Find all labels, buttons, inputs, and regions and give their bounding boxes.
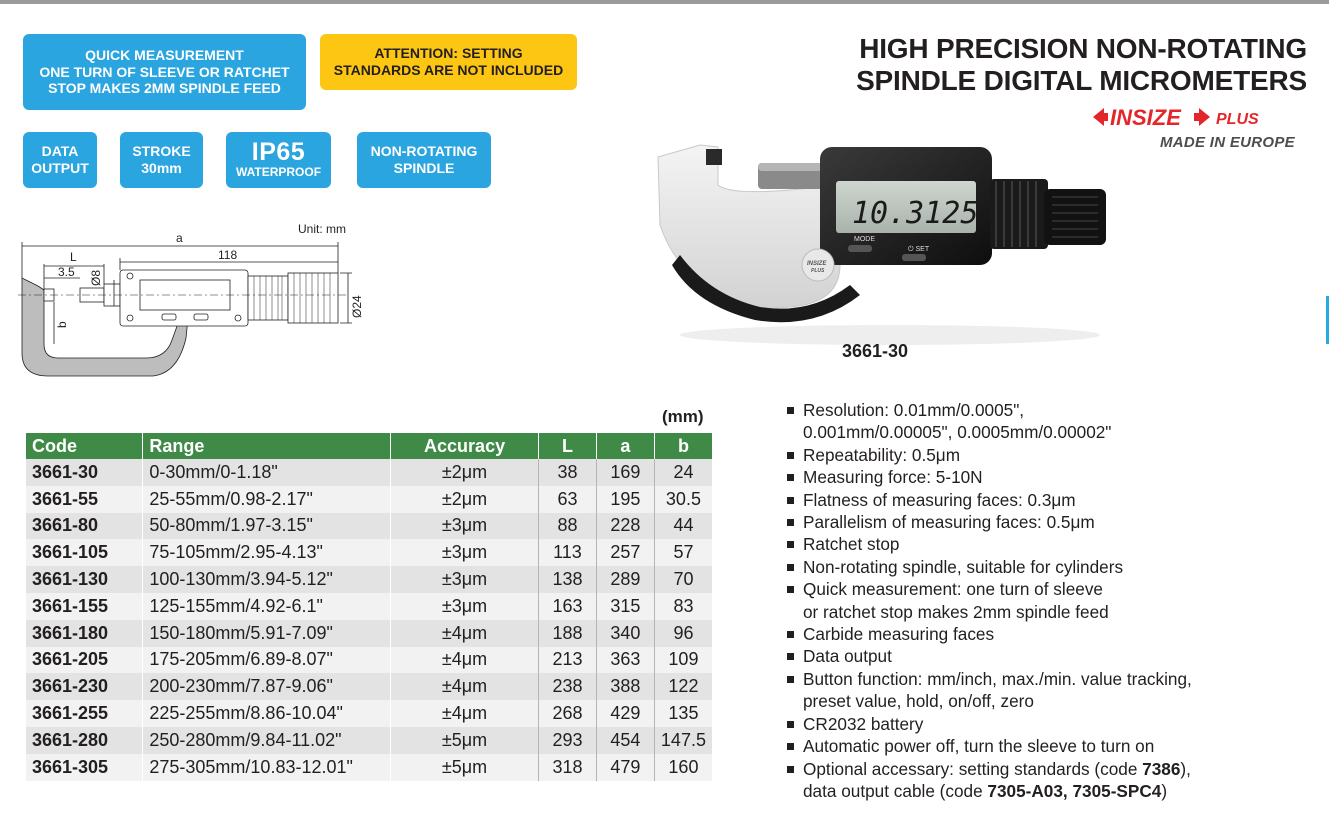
feature-battery: CR2032 battery — [787, 713, 1317, 735]
logo-plus-text: PLUS — [1216, 111, 1259, 128]
cell-a: 340 — [596, 620, 654, 647]
ip65-badge — [226, 132, 331, 188]
cell-accuracy: ±3μm — [391, 593, 539, 620]
badge-line: NON-ROTATING — [370, 143, 478, 160]
quick-measurement-badge — [23, 34, 306, 110]
product-photo — [640, 135, 1120, 350]
photo-mode-button — [848, 245, 872, 252]
cell-a: 429 — [596, 700, 654, 727]
cell-a: 454 — [596, 727, 654, 754]
cell-a: 479 — [596, 754, 654, 781]
cell-code: 3661-305 — [26, 754, 143, 781]
feature-text: data output cable (code — [803, 780, 988, 801]
table-row — [26, 754, 712, 781]
cell-code: 3661-80 — [26, 513, 143, 540]
header-a: a — [596, 433, 654, 459]
cell-accuracy: ±5μm — [391, 727, 539, 754]
cell-range: 175-205mm/6.89-8.07" — [143, 647, 391, 674]
cell-range: 275-305mm/10.83-12.01" — [143, 754, 391, 781]
cell-range: 150-180mm/5.91-7.09" — [143, 620, 391, 647]
feature-text: or ratchet stop makes 2mm spindle feed — [803, 601, 1109, 622]
cell-L: 63 — [539, 486, 597, 513]
cell-a: 257 — [596, 539, 654, 566]
feature-text: preset value, hold, on/off, zero — [803, 691, 1034, 712]
cell-L: 318 — [539, 754, 597, 781]
table-row — [26, 727, 712, 754]
cell-b: 44 — [654, 513, 712, 540]
cell-accuracy: ±4μm — [391, 620, 539, 647]
made-in-label: MADE IN EUROPE — [1159, 134, 1295, 151]
cell-b: 96 — [654, 620, 712, 647]
cell-a: 289 — [596, 566, 654, 593]
cell-accuracy: ±3μm — [391, 513, 539, 540]
badge-line: SPINDLE — [393, 160, 455, 176]
badge-line: 30mm — [141, 160, 182, 176]
cell-b: 57 — [654, 539, 712, 566]
dimension-a-label: a — [176, 231, 183, 245]
table-row — [26, 700, 712, 727]
page-title — [856, 33, 1307, 98]
feature-data-output: Data output — [787, 645, 1317, 667]
photo-anvil — [706, 149, 722, 165]
cell-code: 3661-30 — [26, 459, 143, 486]
photo-stamp-suffix: PLUS — [811, 268, 825, 274]
cell-L: 268 — [539, 700, 597, 727]
header-L: L — [539, 433, 597, 459]
cell-L: 38 — [539, 459, 597, 486]
dimension-118-label: 118 — [218, 248, 238, 262]
photo-caption: 3661-30 — [842, 341, 909, 361]
header-accuracy: Accuracy — [391, 433, 539, 459]
accessory-code: 7305-A03, 7305-SPC4 — [987, 780, 1162, 801]
header-b: b — [654, 433, 712, 459]
table-row — [26, 673, 712, 700]
feature-resolution — [787, 399, 1317, 444]
badge-line: ONE TURN OF SLEEVE OR RATCHET — [39, 63, 290, 80]
cell-b: 109 — [654, 647, 712, 674]
cell-range: 250-280mm/9.84-11.02" — [143, 727, 391, 754]
cell-a: 315 — [596, 593, 654, 620]
logo-left-arrow-icon — [1093, 108, 1108, 126]
feature-text: ), — [1180, 758, 1191, 779]
cell-accuracy: ±4μm — [391, 647, 539, 674]
table-header-row — [26, 433, 712, 459]
cell-range: 200-230mm/7.87-9.06" — [143, 673, 391, 700]
cell-b: 135 — [654, 700, 712, 727]
dimension-3-5-label: 3.5 — [58, 265, 75, 279]
feature-flatness: Flatness of measuring faces: 0.3μm — [787, 489, 1317, 511]
badge-line: STROKE — [132, 143, 191, 160]
unit-label: Unit: mm — [298, 222, 346, 236]
cell-range: 125-155mm/4.92-6.1" — [143, 593, 391, 620]
feature-parallelism: Parallelism of measuring faces: 0.5μm — [787, 511, 1317, 533]
cell-L: 238 — [539, 673, 597, 700]
top-rule — [0, 0, 1329, 4]
feature-button-function — [787, 668, 1317, 713]
table-row — [26, 620, 712, 647]
data-output-badge — [23, 132, 97, 188]
spec-table — [26, 433, 712, 781]
photo-set-button — [902, 254, 926, 261]
badge-line: STOP MAKES 2MM SPINDLE FEED — [48, 80, 281, 97]
feature-non-rotating: Non-rotating spindle, suitable for cylinders — [787, 556, 1317, 578]
photo-set-label: ⏻ SET — [908, 246, 930, 253]
cell-code: 3661-180 — [26, 620, 143, 647]
feature-ratchet-stop: Ratchet stop — [787, 533, 1317, 555]
cell-range: 25-55mm/0.98-2.17" — [143, 486, 391, 513]
feature-list — [787, 399, 1317, 802]
micrometer-dimension-drawing — [18, 218, 368, 388]
cell-code: 3661-155 — [26, 593, 143, 620]
feature-text: 0.001mm/0.00005", 0.0005mm/0.00002" — [803, 422, 1112, 443]
feature-repeatability: Repeatability: 0.5μm — [787, 444, 1317, 466]
waterproof-label: WATERPROOF — [235, 165, 322, 180]
header-code: Code — [26, 433, 143, 459]
logo-wordmark: INSIZE — [1110, 105, 1181, 130]
badge-line: STANDARDS ARE NOT INCLUDED — [333, 62, 564, 78]
cell-b: 83 — [654, 593, 712, 620]
photo-stamp-brand: INSIZE — [807, 261, 827, 267]
title-line: HIGH PRECISION NON-ROTATING — [859, 33, 1307, 64]
cell-accuracy: ±2μm — [391, 459, 539, 486]
cell-a: 388 — [596, 673, 654, 700]
photo-spindle-highlight — [758, 163, 828, 171]
cell-b: 24 — [654, 459, 712, 486]
cell-accuracy: ±3μm — [391, 566, 539, 593]
feature-optional-accessory — [787, 758, 1317, 803]
cell-code: 3661-55 — [26, 486, 143, 513]
cell-a: 169 — [596, 459, 654, 486]
feature-text: Resolution: 0.01mm/0.0005", — [803, 400, 1025, 420]
cell-a: 195 — [596, 486, 654, 513]
table-row — [26, 513, 712, 540]
non-rotating-badge — [357, 132, 491, 188]
cell-range: 0-30mm/0-1.18" — [143, 459, 391, 486]
feature-text: Button function: mm/inch, max./min. value tracking, — [803, 668, 1192, 689]
table-unit-label: (mm) — [662, 407, 704, 426]
cell-range: 100-130mm/3.94-5.12" — [143, 566, 391, 593]
thimble-shape — [288, 273, 338, 323]
logo-right-arrow-icon — [1194, 108, 1210, 126]
feature-text: ) — [1161, 780, 1168, 801]
title-line: SPINDLE DIGITAL MICROMETERS — [856, 65, 1307, 97]
photo-mode-label: MODE — [854, 236, 875, 243]
table-row — [26, 593, 712, 620]
cell-b: 147.5 — [654, 727, 712, 754]
cell-code: 3661-255 — [26, 700, 143, 727]
table-row — [26, 459, 712, 486]
cell-code: 3661-280 — [26, 727, 143, 754]
cell-range: 50-80mm/1.97-3.15" — [143, 513, 391, 540]
cell-L: 138 — [539, 566, 597, 593]
cell-b: 70 — [654, 566, 712, 593]
badge-line: QUICK MEASUREMENT — [85, 47, 244, 64]
header-range: Range — [143, 433, 391, 459]
badge-line: OUTPUT — [31, 160, 89, 176]
table-row — [26, 539, 712, 566]
table-row — [26, 566, 712, 593]
ip65-label: IP65 — [251, 138, 306, 167]
feature-carbide: Carbide measuring faces — [787, 623, 1317, 645]
cell-accuracy: ±4μm — [391, 673, 539, 700]
attention-badge — [320, 34, 577, 90]
cell-code: 3661-230 — [26, 673, 143, 700]
cell-b: 30.5 — [654, 486, 712, 513]
stroke-badge — [120, 132, 203, 188]
feature-text: Quick measurement: one turn of sleeve — [803, 579, 1103, 600]
cell-a: 363 — [596, 647, 654, 674]
cell-L: 163 — [539, 593, 597, 620]
dimension-b-label: b — [55, 321, 69, 328]
cell-L: 213 — [539, 647, 597, 674]
feature-measuring-force: Measuring force: 5-10N — [787, 466, 1317, 488]
table-row — [26, 486, 712, 513]
table-row — [26, 647, 712, 674]
cell-b: 122 — [654, 673, 712, 700]
feature-quick-measurement — [787, 578, 1317, 623]
dimension-24-label: Ø24 — [350, 295, 364, 318]
dimension-L-label: L — [70, 250, 77, 264]
cell-accuracy: ±3μm — [391, 539, 539, 566]
feature-auto-power-off: Automatic power off, turn the sleeve to turn on — [787, 735, 1317, 757]
cell-b: 160 — [654, 754, 712, 781]
badge-line: ATTENTION: SETTING — [374, 45, 523, 62]
cell-accuracy: ±4μm — [391, 700, 539, 727]
cell-L: 113 — [539, 539, 597, 566]
accessory-code: 7386 — [1142, 758, 1181, 779]
cell-code: 3661-130 — [26, 566, 143, 593]
cell-range: 225-255mm/8.86-10.04" — [143, 700, 391, 727]
dimension-8-label: Ø8 — [89, 269, 103, 286]
cell-accuracy: ±5μm — [391, 754, 539, 781]
cell-range: 75-105mm/2.95-4.13" — [143, 539, 391, 566]
cell-L: 88 — [539, 513, 597, 540]
badge-line: DATA — [41, 143, 79, 160]
insize-plus-logo — [1090, 102, 1310, 132]
cell-code: 3661-105 — [26, 539, 143, 566]
photo-lcd-reading: 10.3125 — [852, 196, 979, 231]
cell-L: 188 — [539, 620, 597, 647]
cell-accuracy: ±2μm — [391, 486, 539, 513]
cell-a: 228 — [596, 513, 654, 540]
feature-text: Optional accessary: setting standards (code — [803, 758, 1143, 779]
cell-code: 3661-205 — [26, 647, 143, 674]
cell-L: 293 — [539, 727, 597, 754]
